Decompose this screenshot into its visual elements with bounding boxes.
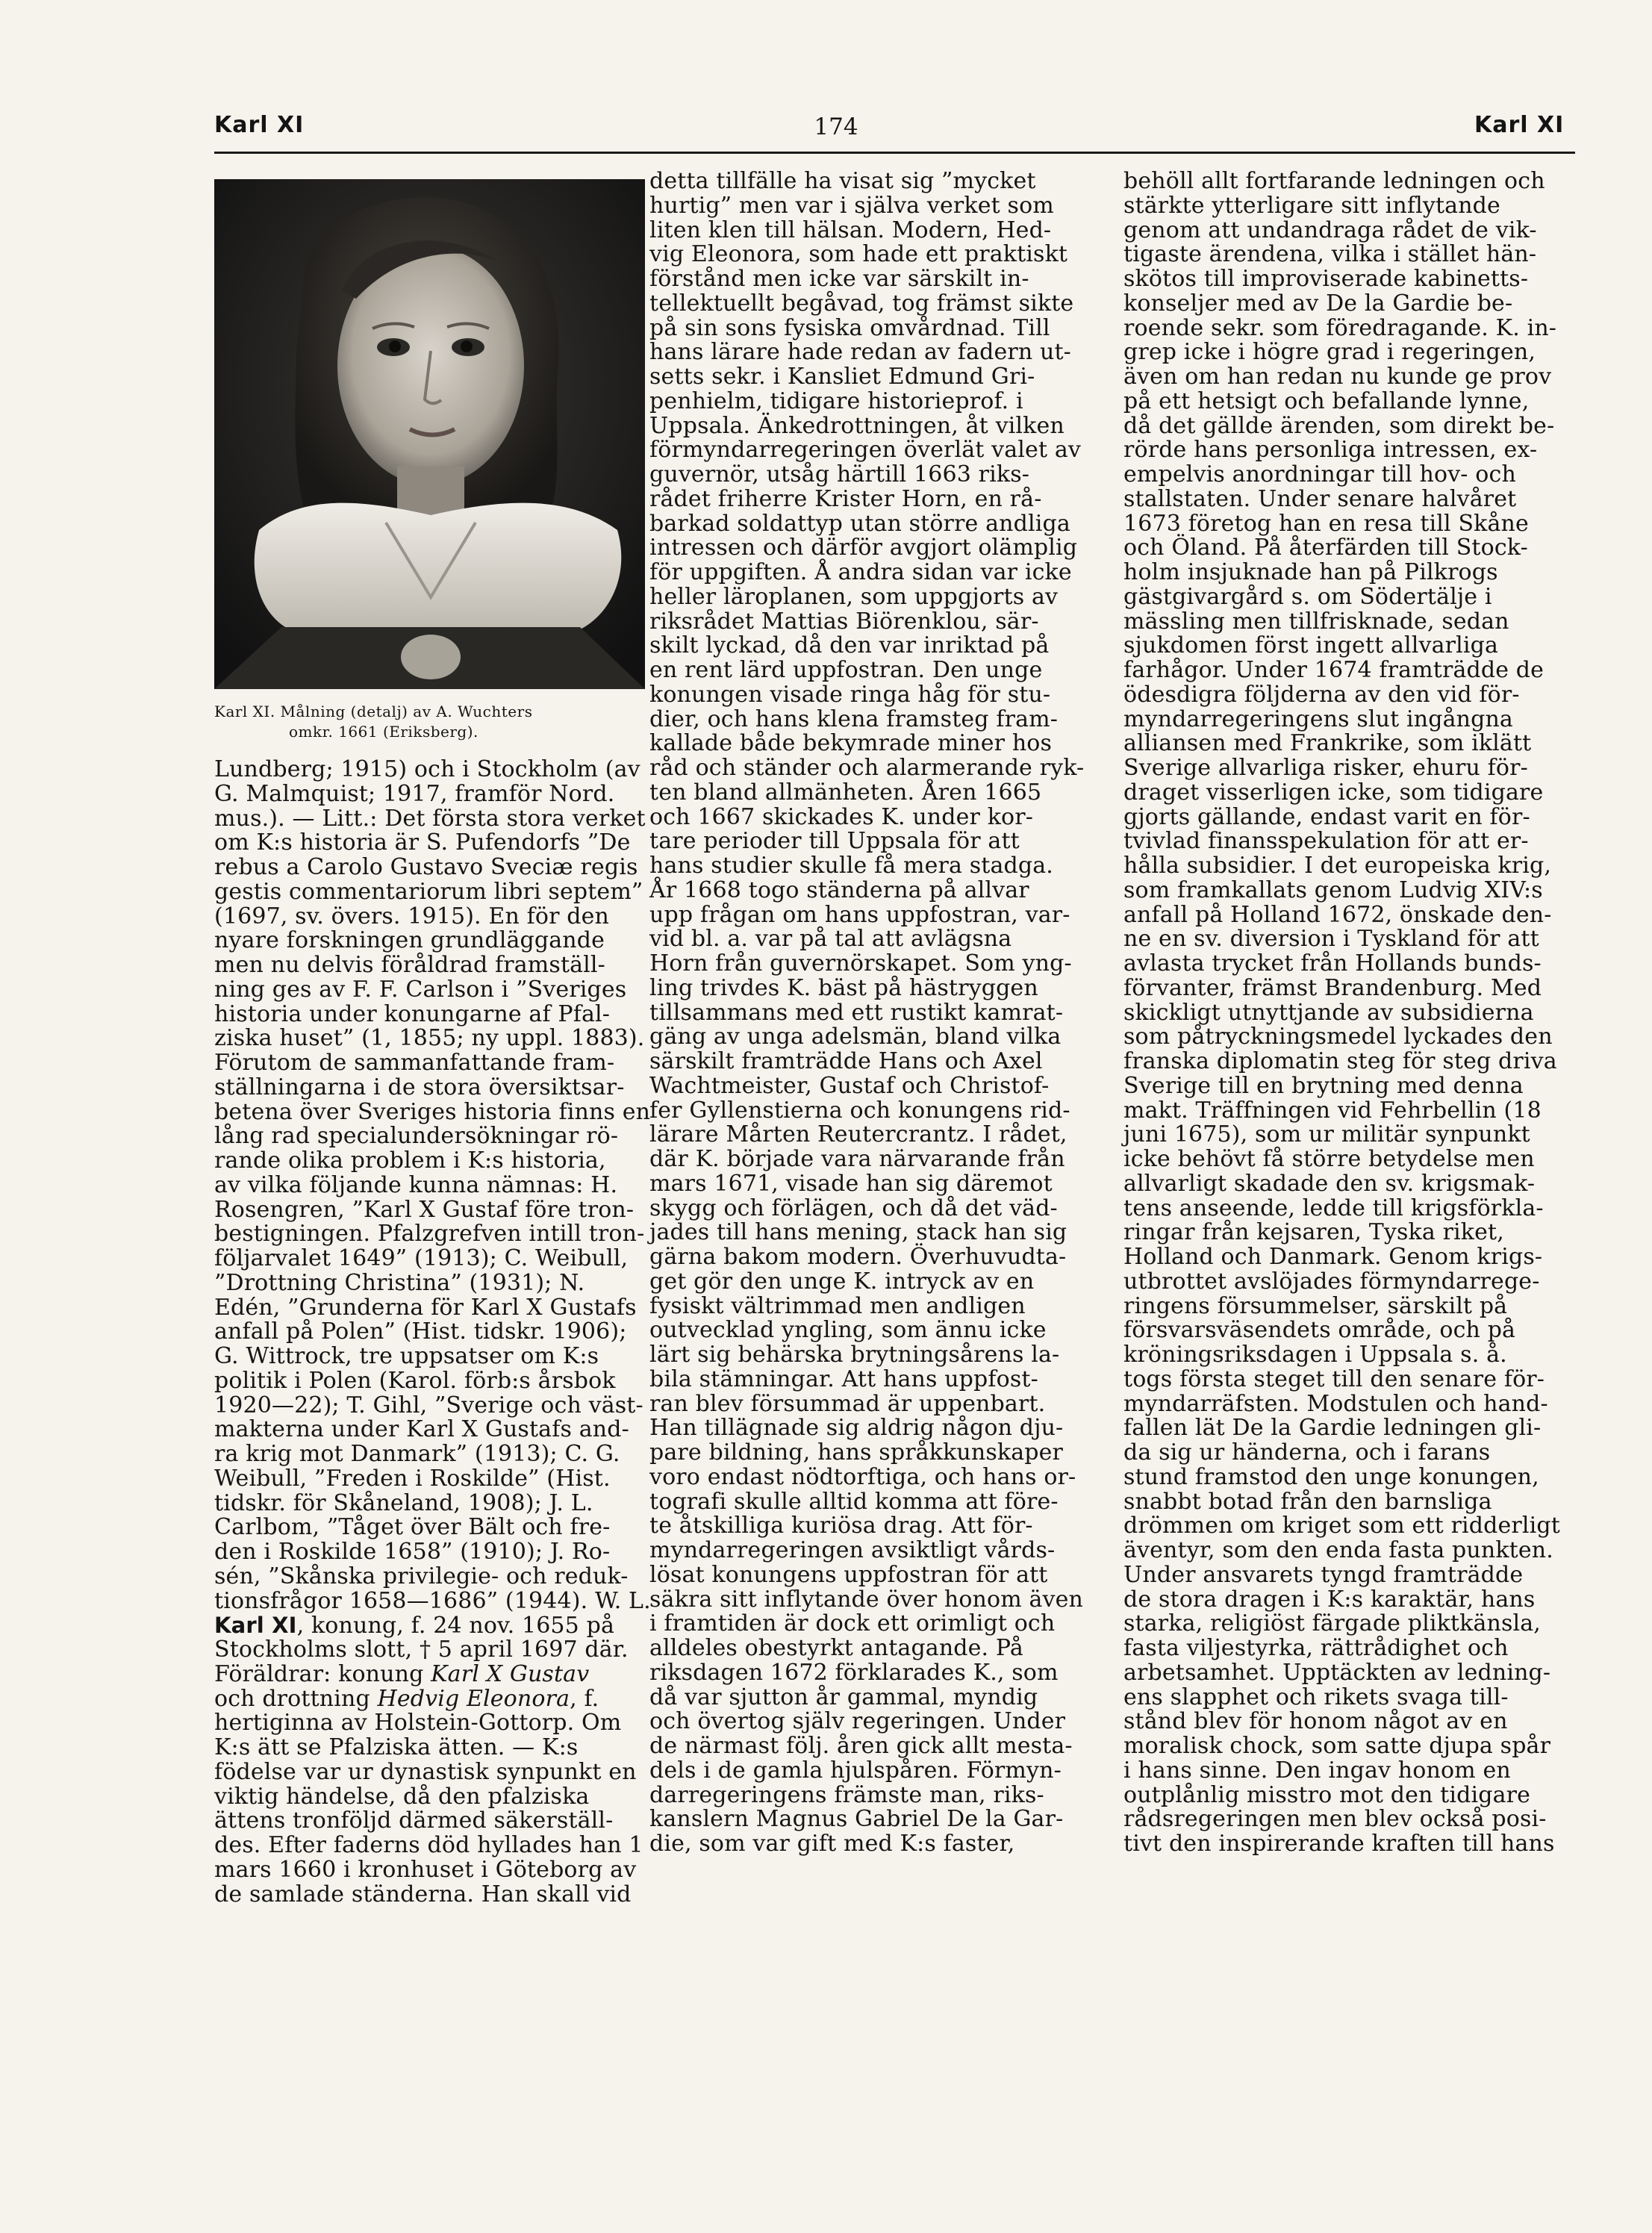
text-line: stund framstod den unge konungen,	[1123, 1463, 1539, 1490]
entry-headword: Karl XI	[214, 1613, 297, 1639]
text-line: tillsammans med ett rustikt kamrat-	[649, 999, 1064, 1026]
text-line: setts sekr. i Kansliet Edmund Gri-	[649, 364, 1035, 390]
text-line: på ett hetsigt och befallande lynne,	[1123, 387, 1530, 414]
text-line: Han tillägnade sig aldrig någon dju-	[649, 1415, 1064, 1442]
text-line: 1673 företog han en resa till Skåne	[1123, 510, 1529, 537]
text-line: togs första steget till den senare för-	[1123, 1365, 1545, 1392]
text-line: där K. började vara närvarande från	[649, 1146, 1065, 1172]
text-line: fer Gyllenstierna och konungens rid-	[649, 1097, 1070, 1124]
text-line: äventyr, som den enda fasta punkten.	[1123, 1537, 1553, 1563]
text-line: G. Malmquist; 1917, framför Nord.	[214, 780, 615, 807]
text-line: myndarregeringen avsiktligt vårds-	[649, 1537, 1056, 1563]
text-line: fallen lät De la Gardie ledningen gli-	[1123, 1415, 1542, 1442]
text-line: ne en sv. diversion i Tyskland för att	[1123, 926, 1539, 953]
text-line: försvarsväsendets område, och på	[1123, 1317, 1516, 1344]
text-line: tigaste ärendena, vilka i stället hän-	[1123, 241, 1537, 268]
text-line: Holland och Danmark. Genom krigs-	[1123, 1244, 1543, 1270]
text-line: anfall på Polen” (Hist. tidskr. 1906);	[214, 1318, 627, 1345]
text-line: Edén, ”Grunderna för Karl X Gustafs	[214, 1294, 637, 1321]
text-line: 1920—22); T. Gihl, ”Sverige och väst-	[214, 1392, 643, 1418]
text-line: tellektuellt begåvad, tog främst sikte	[649, 290, 1074, 317]
text-line: rebus a Carolo Gustavo Sveciæ regis	[214, 854, 638, 880]
text-line: men nu delvis föråldrad framställ-	[214, 952, 605, 978]
text-line: snabbt botad från den barnsliga	[1123, 1488, 1492, 1515]
text-line: juni 1675), som ur militär synpunkt	[1123, 1121, 1530, 1148]
text-line: de stora dragen i K:s karaktär, hans	[1123, 1586, 1536, 1613]
text-column-1	[214, 758, 651, 1907]
text-line: rådsregeringen men blev också posi-	[1123, 1806, 1547, 1833]
text-line: roende sekr. som föredragande. K. in-	[1123, 314, 1557, 341]
text-line: för uppgiften. Å andra sidan var icke	[649, 559, 1072, 585]
text-line: lösat konungens uppfostran för att	[649, 1561, 1048, 1588]
text-line: säkra sitt inflytande över honom även	[649, 1586, 1084, 1613]
text-line: allvarligt skadade den sv. krigsmak-	[1123, 1170, 1536, 1197]
text-line: i hans sinne. Den ingav honom en	[1123, 1757, 1511, 1784]
entry-line-text: Föräldrar: konung	[214, 1660, 424, 1687]
text-line: ning ges av F. F. Carlson i ”Sveriges	[214, 976, 627, 1003]
text-line: viktig händelse, då den pfalziska	[214, 1783, 590, 1810]
text-line: barkad soldattyp utan större andliga	[649, 510, 1070, 537]
text-line: outvecklad yngling, som ännu icke	[649, 1317, 1047, 1344]
text-line: jades till hans mening, stack han sig	[649, 1219, 1067, 1246]
caption-line: omkr. 1661 (Eriksberg).	[289, 723, 479, 741]
text-line: rörde hans personliga intressen, ex-	[1123, 437, 1538, 464]
entry-line	[214, 1687, 651, 1712]
text-line: riksrådet Mattias Biörenklou, sär-	[649, 608, 1039, 635]
text-line: ställningarna i de stora översiktsar-	[214, 1074, 625, 1100]
entry-first-line	[214, 1613, 651, 1638]
text-line: om K:s historia är S. Pufendorfs ”De	[214, 829, 631, 856]
text-line: historia under konungarne af Pfal-	[214, 1000, 611, 1027]
text-line: tens anseende, ledde till krigsförkla-	[1123, 1195, 1544, 1221]
text-line: Weibull, ”Freden i Roskilde” (Hist.	[214, 1465, 611, 1492]
entry-body	[214, 1711, 651, 1907]
running-head-left: Karl XI	[214, 112, 305, 138]
portrait-image	[214, 179, 645, 689]
text-line: G. Wittrock, tre uppsatser om K:s	[214, 1343, 599, 1369]
text-line: makterna under Karl X Gustafs and-	[214, 1416, 629, 1443]
text-line: konseljer med av De la Gardie be-	[1123, 290, 1513, 317]
text-line: tionsfrågor 1658—1686” (1944). W. L.	[214, 1587, 651, 1614]
text-line: dels i de gamla hjulspåren. Förmyn-	[649, 1757, 1062, 1784]
text-line: dier, och hans klena framsteg fram-	[649, 706, 1059, 732]
text-line: voro endast nödtorftiga, och hans or-	[649, 1463, 1076, 1490]
text-line: stallstaten. Under senare halvåret	[1123, 485, 1517, 512]
text-line: konungen visade ringa håg för stu-	[649, 681, 1051, 708]
text-line: råd och ständer och alarmerande ryk-	[649, 755, 1085, 781]
text-line: icke behövt få större betydelse men	[1123, 1146, 1535, 1172]
text-line: som framkallats genom Ludvig XIV:s	[1123, 876, 1543, 903]
text-line: ringens försummelser, särskilt på	[1123, 1292, 1508, 1319]
text-line: (1697, sv. övers. 1915). En för den	[214, 903, 610, 929]
text-line: Rosengren, ”Karl X Gustaf före tron-	[214, 1196, 635, 1223]
text-line: rande olika problem i K:s historia,	[214, 1147, 606, 1174]
text-line: holm insjuknade han på Pilkrogs	[1123, 559, 1498, 585]
text-line: K:s ätt se Pfalziska ätten. — K:s	[214, 1734, 579, 1760]
text-line: pare bildning, hans språkkunskaper	[649, 1439, 1063, 1466]
text-line: sjukdomen först ingett allvarliga	[1123, 632, 1499, 659]
text-line: alliansen med Frankrike, som iklätt	[1123, 730, 1532, 757]
text-line: te åtskilliga kuriösa drag. Att för-	[649, 1513, 1033, 1539]
text-line: empelvis anordningar till hov- och	[1123, 461, 1516, 488]
running-head-right: Karl XI	[1474, 112, 1565, 138]
text-line: arbetsamhet. Upptäckten av ledning-	[1123, 1659, 1551, 1686]
text-line: darregeringens främste man, riks-	[649, 1781, 1044, 1808]
text-line: År 1668 togo ständerna på allvar	[649, 876, 1029, 903]
caption-line: Karl XI. Målning (detalj) av A. Wuchters	[214, 703, 533, 720]
page-number: 174	[814, 113, 858, 140]
text-line: förvanter, främst Brandenburg. Med	[1123, 974, 1542, 1001]
text-line: den i Roskilde 1658” (1910); J. Ro-	[214, 1539, 611, 1565]
text-line: skygg och förlägen, och då det väd-	[649, 1195, 1058, 1221]
entry-line: Stockholms slott, † 5 april 1697 där.	[214, 1636, 629, 1663]
text-line: ling trivdes K. bäst på hästryggen	[649, 974, 1038, 1001]
cross-reference-mother: Hedvig Eleonora	[377, 1685, 570, 1712]
text-line: heller läroplanen, som uppgjorts av	[649, 583, 1059, 610]
text-line: förstånd men icke var särskilt in-	[649, 266, 1029, 292]
text-column-3	[1123, 169, 1560, 1857]
text-line: riksdagen 1672 förklarades K., som	[649, 1659, 1059, 1686]
text-line: mars 1660 i kronhuset i Göteborg av	[214, 1856, 637, 1883]
text-line: skilt lyckad, då den var inriktad på	[649, 632, 1050, 659]
text-line: die, som var gift med K:s faster,	[649, 1831, 1015, 1857]
text-line: mus.). — Litt.: Det första stora verket	[214, 805, 646, 832]
text-line: nyare forskningen grundläggande	[214, 927, 605, 954]
text-line: Wachtmeister, Gustaf och Christof-	[649, 1072, 1050, 1099]
text-line: vid bl. a. var på tal att avlägsna	[649, 926, 1012, 953]
text-line: fysiskt vältrimmad men andligen	[649, 1292, 1026, 1319]
column-1-bibliography	[214, 758, 651, 1613]
text-line: då var sjutton år gammal, myndig	[649, 1684, 1038, 1710]
text-line: intressen och därför avgjort olämplig	[649, 535, 1078, 561]
text-line: skötos till improviserade kabinetts-	[1123, 266, 1529, 292]
text-line: ringar från kejsaren, Tyska riket,	[1123, 1219, 1504, 1246]
text-line: hålla subsidier. I det europeiska krig,	[1123, 853, 1552, 879]
text-line: mässling men tillfrisknade, sedan	[1123, 608, 1509, 635]
text-line: gästgivargård s. om Södertälje i	[1123, 583, 1492, 610]
text-line: Uppsala. Änkedrottningen, åt vilken	[649, 412, 1065, 439]
text-line: tare perioder till Uppsala för att	[649, 828, 1020, 855]
text-line: politik i Polen (Karol. förb:s årsbok	[214, 1367, 616, 1394]
text-line: följarvalet 1649” (1913); C. Weibull,	[214, 1245, 629, 1271]
text-line: hertiginna av Holstein-Gottorp. Om	[214, 1710, 622, 1737]
text-line: ran blev försummad är uppenbart.	[649, 1390, 1046, 1417]
text-line: Sverige allvarliga risker, ehuru för-	[1123, 755, 1528, 781]
text-line: Carlbom, ”Tåget över Bält och fre-	[214, 1514, 611, 1541]
text-line: avlasta trycket från Hollands bunds-	[1123, 950, 1542, 977]
text-line: get gör den unge K. intryck av en	[649, 1268, 1035, 1295]
entry-line	[214, 1660, 651, 1687]
text-line: ödesdigra följderna av den vid för-	[1123, 681, 1520, 708]
text-line: gäng av unga adelsmän, bland vilka	[649, 1024, 1062, 1050]
text-line: alldeles obestyrkt antagande. På	[649, 1635, 1023, 1661]
text-line: Lundberg; 1915) och i Stockholm (av	[214, 756, 640, 782]
text-line: guvernör, utsåg härtill 1663 riks-	[649, 461, 1030, 488]
entry-line-text: , konung, f. 24 nov. 1655 på	[296, 1613, 614, 1639]
text-line: penhielm, tidigare historieprof. i	[649, 387, 1023, 414]
text-line: myndarräfsten. Modstulen och hand-	[1123, 1390, 1548, 1417]
portrait-painting-illustration	[214, 179, 645, 689]
text-line: Under ansvarets tyngd framträdde	[1123, 1561, 1524, 1588]
text-line: outplånlig misstro mot den tidigare	[1123, 1781, 1531, 1808]
text-line: da sig ur händerna, och i farans	[1123, 1439, 1491, 1466]
text-line: Förutom de sammanfattande fram-	[214, 1050, 615, 1076]
text-line: på sin sons fysiska omvårdnad. Till	[649, 314, 1050, 341]
text-line: genom att undandraga rådet de vik-	[1123, 217, 1537, 243]
text-line: i framtiden är dock ett orimligt och	[649, 1610, 1056, 1637]
text-line: särskilt framträdde Hans och Axel	[649, 1048, 1043, 1074]
text-line: Horn från guvernörskapet. Som yng-	[649, 950, 1072, 977]
text-line: ra krig mot Danmark” (1913); C. G.	[214, 1441, 620, 1467]
text-line: och Öland. På återfärden till Stock-	[1123, 535, 1528, 561]
text-column-2	[649, 169, 1084, 1857]
text-line: hurtig” men var i själva verket som	[649, 192, 1054, 219]
text-line: moralisk chock, som satte djupa spår	[1123, 1733, 1551, 1759]
text-line: gärna bakom modern. Överhuvudta-	[649, 1244, 1067, 1270]
text-line: utbrottet avslöjades förmyndarrege-	[1123, 1268, 1540, 1295]
figure-caption	[214, 702, 632, 742]
text-line: sén, ”Skånska privilegie- och reduk-	[214, 1563, 629, 1589]
text-line: och 1667 skickades K. under kor-	[649, 803, 1034, 830]
text-line: Sverige till en brytning med denna	[1123, 1072, 1524, 1099]
text-line: förmyndarregeringen överlät valet av	[649, 437, 1081, 464]
text-line: farhågor. Under 1674 framträdde de	[1123, 657, 1545, 683]
text-line: vig Eleonora, som hade ett praktiskt	[649, 241, 1068, 268]
text-line: ten bland allmänheten. Åren 1665	[649, 779, 1042, 806]
text-line: mars 1671, visade han sig däremot	[649, 1170, 1053, 1197]
text-line: skickligt utnyttjande av subsidierna	[1123, 999, 1534, 1026]
text-line: liten klen till hälsan. Modern, Hed-	[649, 217, 1052, 243]
text-line: kallade både bekymrade miner hos	[649, 730, 1053, 757]
text-line: stärkte ytterligare sitt inflytande	[1123, 192, 1500, 219]
text-line: gjorts gällande, endast varit en för-	[1123, 803, 1530, 830]
text-line: som påtryckningsmedel lyckades den	[1123, 1024, 1553, 1050]
text-line: även om han redan nu kunde ge prov	[1123, 364, 1552, 390]
text-line: tidskr. för Skåneland, 1908); J. L.	[214, 1489, 593, 1516]
text-line: ens slapphet och rikets svaga till-	[1123, 1684, 1509, 1710]
text-line: kanslern Magnus Gabriel De la Gar-	[649, 1806, 1064, 1833]
text-line: draget visserligen icke, som tidigare	[1123, 779, 1544, 806]
text-line: ”Drottning Christina” (1931); N.	[214, 1269, 585, 1296]
text-line: upp frågan om hans uppfostran, var-	[649, 901, 1070, 928]
text-line: myndarregeringens slut ingångna	[1123, 706, 1513, 732]
text-line: lärare Mårten Reutercrantz. I rådet,	[649, 1121, 1067, 1148]
text-line: ättens tronföljd därmed säkerställ-	[214, 1807, 614, 1834]
text-line: stånd blev för honom något av en	[1123, 1708, 1508, 1735]
text-line: makt. Träffningen vid Fehrbellin (18	[1123, 1097, 1542, 1124]
text-line: de samlade ständerna. Han skall vid	[214, 1881, 632, 1907]
text-line: en rent lärd uppfostran. Den unge	[649, 657, 1043, 683]
text-line: kröningsriksdagen i Uppsala s. å.	[1123, 1342, 1507, 1368]
text-line: hans studier skulle få mera stadga.	[649, 853, 1053, 879]
text-line: drömmen om kriget som ett ridderligt	[1123, 1513, 1560, 1539]
entry-line-text: och drottning	[214, 1685, 370, 1712]
text-line: tografi skulle alltid komma att före-	[649, 1488, 1059, 1515]
text-line: des. Efter faderns död hyllades han 1	[214, 1832, 643, 1858]
text-line: tivt den inspirerande kraften till hans	[1123, 1831, 1555, 1857]
text-line: tvivlad finansspekulation för att er-	[1123, 828, 1529, 855]
text-line: bila stämningar. Att hans uppfost-	[649, 1365, 1038, 1392]
text-line: fasta viljestyrka, rättrådighet och	[1123, 1635, 1509, 1661]
text-line: och övertog själv regeringen. Under	[649, 1708, 1066, 1735]
text-line: gestis commentariorum libri septem”	[214, 878, 643, 905]
text-line: detta tillfälle ha visat sig ”mycket	[649, 168, 1036, 194]
text-line: anfall på Holland 1672, önskade den-	[1123, 901, 1552, 928]
text-line: lärt sig behärska brytningsårens la-	[649, 1342, 1060, 1368]
text-line: av vilka följande kunna nämnas: H.	[214, 1171, 618, 1198]
text-line: betena över Sveriges historia finns en	[214, 1098, 651, 1125]
text-line: födelse var ur dynastisk synpunkt en	[214, 1758, 637, 1785]
text-line: starka, religiöst färgade pliktkänsla,	[1123, 1610, 1541, 1637]
cross-reference-father: Karl X Gustav	[431, 1660, 590, 1687]
text-line: då det gällde ärenden, som direkt be-	[1123, 412, 1555, 439]
text-line: grep icke i högre grad i regeringen,	[1123, 339, 1536, 366]
entry-line-text: , f.	[570, 1685, 599, 1712]
text-line: bestigningen. Pfalzgrefven intill tron-	[214, 1221, 645, 1248]
text-line: franska diplomatin steg för steg driva	[1123, 1048, 1557, 1074]
text-line: de närmast följ. åren gick allt mesta-	[649, 1733, 1073, 1759]
header-rule	[214, 152, 1575, 154]
text-line: lång rad specialundersökningar rö-	[214, 1123, 619, 1150]
text-line: behöll allt fortfarande ledningen och	[1123, 168, 1545, 194]
text-line: ziska huset” (1, 1855; ny uppl. 1883).	[214, 1025, 645, 1052]
text-line: hans lärare hade redan av fadern ut-	[649, 339, 1071, 366]
text-line: rådet friherre Krister Horn, en rå-	[649, 485, 1042, 512]
